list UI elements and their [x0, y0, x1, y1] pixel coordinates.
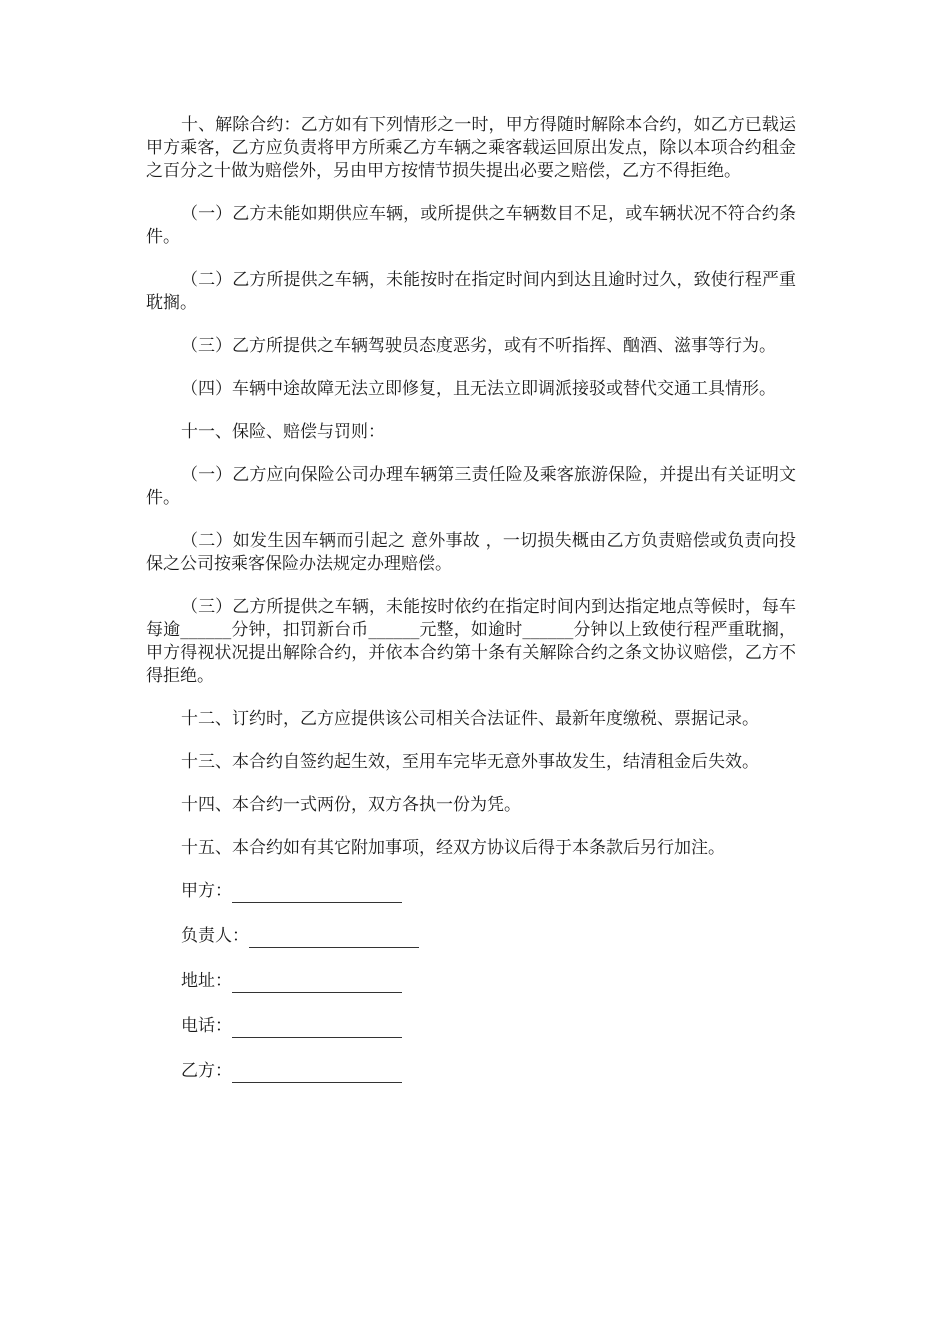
signature-blank-line[interactable] [232, 884, 402, 903]
signature-responsible-person [181, 925, 796, 948]
signature-label: 电话： [181, 1016, 232, 1036]
signature-label: 甲方： [181, 881, 232, 901]
clause-10-item-2: （二）乙方所提供之车辆，未能按时在指定时间内到达且逾时过久，致使行程严重耽搁。 [146, 270, 796, 313]
clause-11-heading: 十一、保险、赔偿与罚则： [181, 422, 385, 442]
clause-10: 十、解除合约：乙方如有下列情形之一时，甲方得随时解除本合约，如乙方已载运甲方乘客，乙方应负责将甲方所乘乙方车辆之乘客载运回原出发点，除以本项合约租金之百分之十做为赔偿外，另由甲方按情节损失提出必要之赔偿，乙方不得拒绝。 [146, 115, 796, 181]
signature-blank-line[interactable] [232, 1064, 402, 1083]
signature-address [181, 970, 796, 993]
signature-party-b [181, 1060, 796, 1083]
clause-15: 十五、本合约如有其它附加事项，经双方协议后得于本条款后另行加注。 [181, 838, 725, 858]
clause-10-item-3: （三）乙方所提供之车辆驾驶员态度恶劣，或有不听指挥、酗酒、滋事等行为。 [181, 336, 776, 356]
clause-11-item-3: （三）乙方所提供之车辆，未能按时依约在指定时间内到达指定地点等候时，每车每逾______分钟，扣罚新台币______元整，如逾时______分钟以上致使行程严重耽搁，甲方得视状况提出解除合约，并依本合约第十条有关解除合约之条文协议赔偿，乙方不得拒绝。 [146, 597, 796, 686]
signature-blank-line[interactable] [232, 974, 402, 993]
clause-14: 十四、本合约一式两份，双方各执一份为凭。 [181, 795, 521, 815]
signature-phone [181, 1015, 796, 1038]
signature-label: 负责人： [181, 926, 249, 946]
clause-10-item-4: （四）车辆中途故障无法立即修复，且无法立即调派接驳或替代交通工具情形。 [181, 379, 776, 399]
contract-body [146, 114, 796, 1105]
signature-blank-line[interactable] [232, 1019, 402, 1038]
clause-11-item-2: （二）如发生因车辆而引起之 意外事故 ，一切损失概由乙方负责赔偿或负责向投保之公司按乘客保险办法规定办理赔偿。 [146, 531, 796, 574]
signature-blank-line[interactable] [249, 929, 419, 948]
clause-10-item-1: （一）乙方未能如期供应车辆，或所提供之车辆数目不足，或车辆状况不符合约条件。 [146, 204, 796, 247]
signature-party-a [181, 880, 796, 903]
clause-12: 十二、订约时，乙方应提供该公司相关合法证件、最新年度缴税、票据记录。 [181, 709, 759, 729]
signature-label: 地址： [181, 971, 232, 991]
clause-11-item-1: （一）乙方应向保险公司办理车辆第三责任险及乘客旅游保险，并提出有关证明文件。 [146, 465, 796, 508]
clause-13: 十三、本合约自签约起生效，至用车完毕无意外事故发生，结清租金后失效。 [181, 752, 759, 772]
signature-label: 乙方： [181, 1061, 232, 1081]
